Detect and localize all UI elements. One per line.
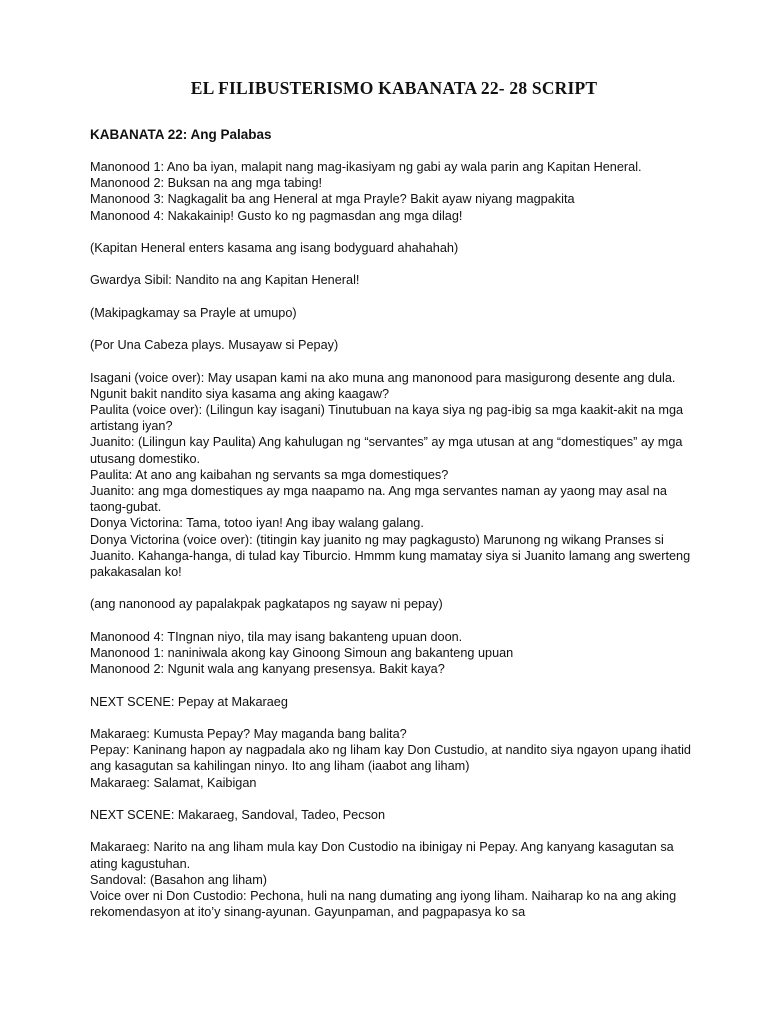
- script-line: Paulita: At ano ang kaibahan ng servants sa mga domestiques?: [90, 467, 449, 482]
- script-line: Gwardya Sibil: Nandito na ang Kapitan Heneral!: [90, 273, 360, 288]
- script-paragraph: [90, 839, 698, 920]
- script-paragraph: [90, 596, 698, 612]
- script-line: Makaraeg: Narito na ang liham mula kay Don Custodio na ibinigay ni Pepay. Ang kanyang kasagutan sa ating kagustuhan.: [90, 840, 674, 871]
- script-line: Manonood 4: Nakakainip! Gusto ko ng pagmasdan ang mga dilag!: [90, 208, 463, 223]
- script-line: Pepay: Kaninang hapon ay nagpadala ako ng liham kay Don Custudio, at nandito siya ngayon upang ihatid ang kasagutan sa kahilingan ninyo. Ito ang liham (iaabot ang liham): [90, 743, 691, 774]
- script-line: Manonood 2: Buksan na ang mga tabing!: [90, 176, 323, 191]
- script-paragraph: [90, 240, 698, 256]
- script-paragraph: [90, 305, 698, 321]
- script-line: Sandoval: (Basahon ang liham): [90, 872, 268, 887]
- script-line: Manonood 2: Ngunit wala ang kanyang presensya. Bakit kaya?: [90, 662, 445, 677]
- script-line: Manonood 1: naniniwala akong kay Ginoong Simoun ang bakanteng upuan: [90, 645, 514, 660]
- script-line: NEXT SCENE: Makaraeg, Sandoval, Tadeo, Pecson: [90, 807, 386, 822]
- script-paragraph: [90, 807, 698, 823]
- script-line: (Por Una Cabeza plays. Musayaw si Pepay): [90, 338, 339, 353]
- script-line: Donya Victorina: Tama, totoo iyan! Ang ibay walang galang.: [90, 516, 424, 531]
- script-line: Manonood 3: Nagkagalit ba ang Heneral at mga Prayle? Bakit ayaw niyang magpakita: [90, 192, 575, 207]
- script-line: Juanito: ang mga domestiques ay mga naapamo na. Ang mga servantes naman ay yaong may asal na taong-gubat.: [90, 483, 667, 515]
- script-line: Juanito: (Lilingun kay Paulita) Ang kahulugan ng “servantes” ay mga utusan at ang “domestiques” ay mga utusang domestiko.: [90, 435, 683, 466]
- script-line: Donya Victorina (voice over): (titingin kay juanito ng may pagkagusto) Marunong ng wikang Pranses si Juanito. Kahanga-hanga, di tulad kay Tiburcio. Hmmm kung mamatay siya si Juanito lamang ang swerteng pakakasalan ko!: [90, 532, 691, 579]
- script-paragraph: [90, 629, 698, 678]
- script-line: (Makipagkamay sa Prayle at umupo): [90, 305, 297, 320]
- script-line: Paulita (voice over): (Lilingun kay isagani) Tinutubuan na kaya siya ng pag-ibig sa mga kaakit-akit na mga artistang iyan?: [90, 402, 684, 434]
- script-line: Makaraeg: Kumusta Pepay? May maganda bang balita?: [90, 726, 407, 741]
- script-line: Manonood 4: TIngnan niyo, tila may isang bakanteng upuan doon.: [90, 629, 463, 644]
- script-paragraph: [90, 272, 698, 288]
- script-paragraph: [90, 370, 698, 581]
- script-paragraph: [90, 726, 698, 791]
- script-paragraph: [90, 159, 698, 224]
- script-line: (Kapitan Heneral enters kasama ang isang bodyguard ahahahah): [90, 241, 459, 255]
- script-line: Isagani (voice over): May usapan kami na ako muna ang manonood para masigurong desente ang dula. Ngunit bakit nandito siya kasama ang aking kaagaw?: [90, 370, 676, 401]
- script-paragraph: [90, 337, 698, 353]
- script-paragraph: [90, 694, 698, 710]
- script-line: NEXT SCENE: Pepay at Makaraeg: [90, 694, 288, 709]
- script-body: [90, 159, 698, 920]
- script-line: (ang nanonood ay papalakpak pagkatapos ng sayaw ni pepay): [90, 597, 443, 612]
- section-heading: KABANATA 22: Ang Palabas: [90, 127, 272, 142]
- script-line: Manonood 1: Ano ba iyan, malapit nang mag-ikasiyam ng gabi ay wala parin ang Kapitan Heneral.: [90, 160, 642, 174]
- document-title: EL FILIBUSTERISMO KABANATA 22- 28 SCRIPT: [190, 78, 598, 98]
- script-line: Makaraeg: Salamat, Kaibigan: [90, 775, 257, 790]
- script-line: Voice over ni Don Custodio: Pechona, huli na nang dumating ang iyong liham. Naiharap ko na ang aking rekomendasyon at ito’y sinang-ayunan. Gayunpaman, and pagpapasya ko sa: [90, 888, 677, 920]
